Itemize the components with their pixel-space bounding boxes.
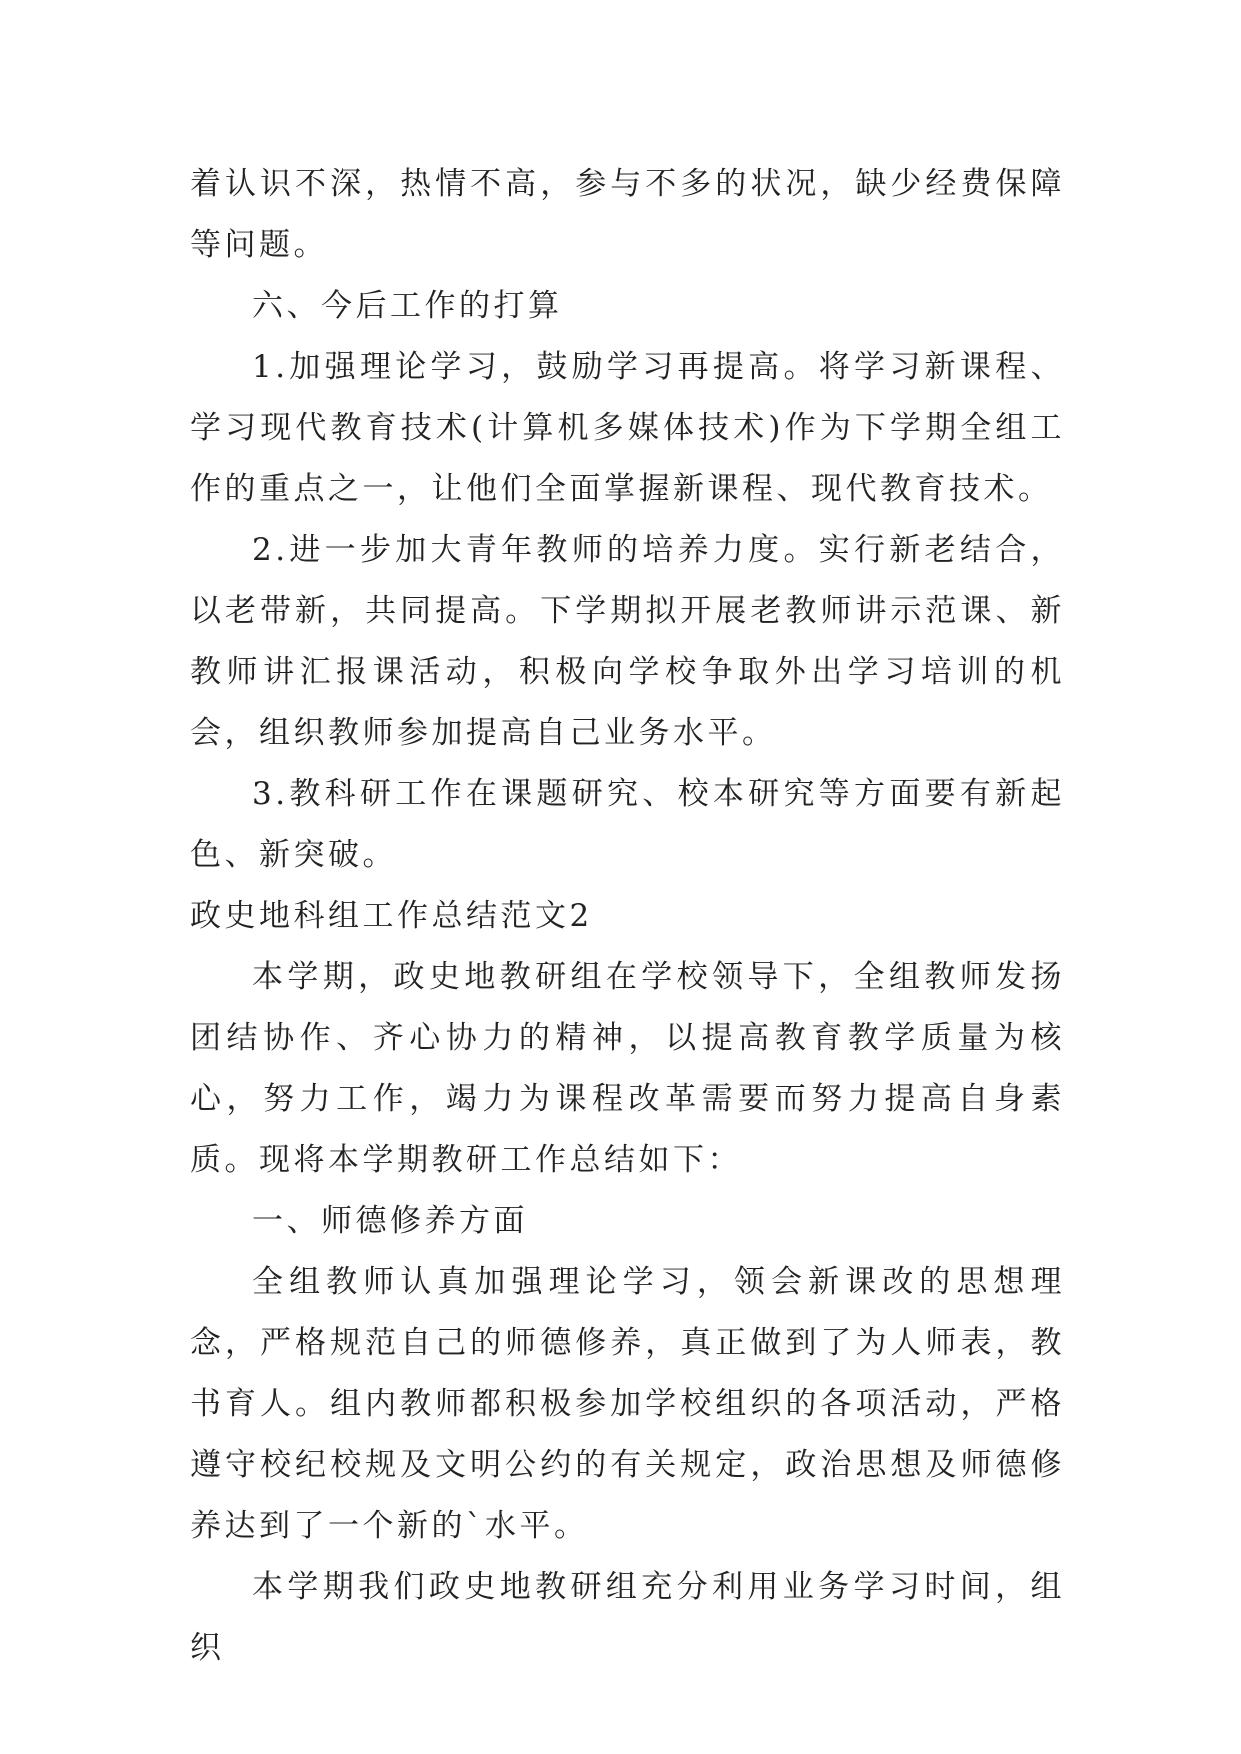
paragraph-study: 本学期我们政史地教研组充分利用业务学习时间，组织	[190, 1569, 1065, 1666]
document-body	[190, 154, 1065, 1679]
list-item-1: 1.加强理论学习，鼓励学习再提高。将学习新课程、学习现代教育技术(计算机多媒体技术)作为下学期全组工作的重点之一，让他们全面掌握新课程、现代教育技术。	[190, 349, 1065, 507]
document-title: 政史地科组工作总结范文2	[190, 898, 593, 934]
paragraph-continued: 着认识不深，热情不高，参与不多的状况，缺少经费保障等问题。	[190, 166, 1065, 263]
list-item-2: 2.进一步加大青年教师的培养力度。实行新老结合，以老带新，共同提高。下学期拟开展老教师讲示范课、新教师讲汇报课活动，积极向学校争取外出学习培训的机会，组织教师参加提高自己业务水平。	[190, 532, 1065, 751]
section-heading-ethics: 一、师德修养方面	[252, 1203, 528, 1239]
list-item-3: 3.教科研工作在课题研究、校本研究等方面要有新起色、新突破。	[190, 776, 1065, 873]
paragraph-intro: 本学期，政史地教研组在学校领导下，全组教师发扬团结协作、齐心协力的精神，以提高教育教学质量为核心，努力工作，竭力为课程改革需要而努力提高自身素质。现将本学期教研工作总结如下：	[190, 959, 1065, 1178]
paragraph-ethics: 全组教师认真加强理论学习，领会新课改的思想理念，严格规范自己的师德修养，真正做到了为人师表，教书育人。组内教师都积极参加学校组织的各项活动，严格遵守校纪校规及文明公约的有关规定，政治思想及师德修养达到了一个新的`水平。	[190, 1264, 1065, 1544]
section-heading-future-plans: 六、今后工作的打算	[252, 288, 563, 324]
